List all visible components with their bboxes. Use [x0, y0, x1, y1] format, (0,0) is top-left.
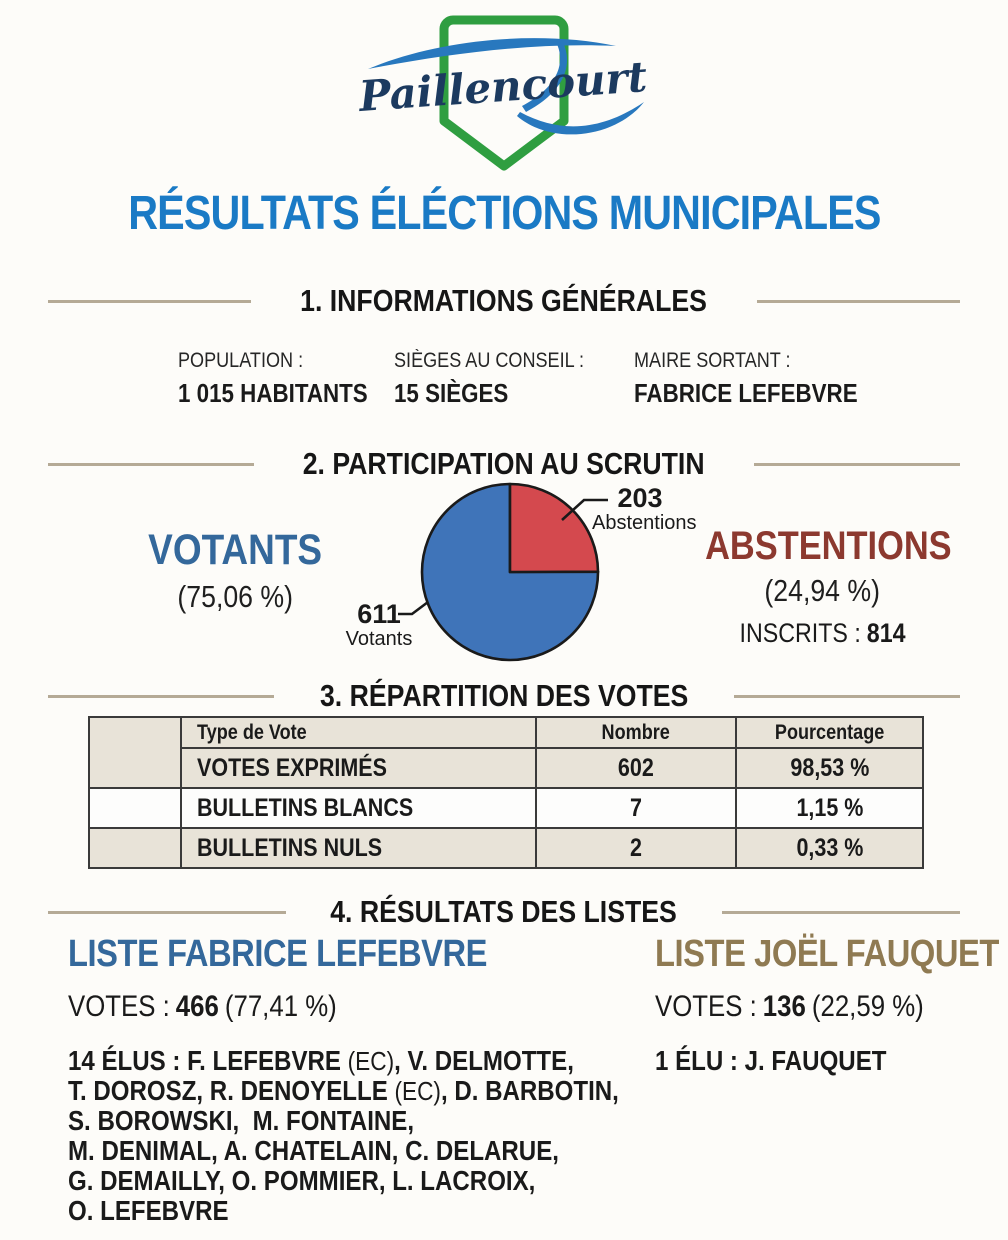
table-header-row: [89, 717, 923, 748]
votes-table: [88, 716, 924, 869]
abstentions-summary: [685, 524, 960, 649]
cell-type: VOTES EXPRIMÉS: [181, 748, 536, 788]
inscrits-line: [685, 618, 960, 649]
elus-line: 14 ÉLUS : F. LEFEBVRE (EC), V. DELMOTTE,: [68, 1045, 574, 1076]
section-1-title: 1. INFORMATIONS GÉNÉRALES: [300, 283, 708, 318]
divider-line: [48, 463, 254, 466]
votants-summary: [105, 526, 365, 615]
votes-label: VOTES :: [655, 990, 757, 1023]
population-value: 1 015 HABITANTS: [178, 378, 368, 408]
logo-town-name: Paillencourt: [357, 52, 649, 122]
elus-line: G. DEMAILLY, O. POMMIER, L. LACROIX,: [68, 1165, 536, 1196]
participation-chart-area: [0, 482, 1008, 674]
town-logo: [354, 6, 654, 174]
list-lefebvre-title: LISTE FABRICE LEFEBVRE: [68, 933, 488, 975]
table-row-bulletins-blancs: [89, 788, 923, 828]
abstentions-label: ABSTENTIONS: [705, 524, 952, 568]
table-header-nombre: Nombre: [536, 717, 736, 748]
cell-pourcentage: 98,53 %: [736, 748, 923, 788]
list-fauquet: [655, 933, 999, 1076]
table-row-bulletins-nuls: [89, 828, 923, 868]
votes-value: 136: [762, 990, 806, 1023]
section-1-heading: [0, 283, 1008, 319]
inscrits-label: INSCRITS :: [739, 618, 861, 648]
general-info-row: [178, 349, 894, 409]
elus-line: O. LEFEBVRE: [68, 1195, 229, 1226]
votants-label: VOTANTS: [148, 526, 322, 574]
info-maire: [634, 349, 894, 409]
section-2-heading: [0, 446, 1008, 482]
maire-label: MAIRE SORTANT :: [634, 349, 791, 372]
cell-pourcentage: 0,33 %: [736, 828, 923, 868]
elus-line: M. DENIMAL, A. CHATELAIN, C. DELARUE,: [68, 1135, 559, 1166]
cell-type: BULLETINS BLANCS: [181, 788, 536, 828]
votants-count: 611: [357, 599, 401, 629]
callout-votants: [344, 600, 414, 650]
info-population: [178, 349, 394, 409]
table-header-empty: [89, 717, 181, 748]
table-header-pourcentage: Pourcentage: [736, 717, 923, 748]
divider-line: [754, 463, 960, 466]
section-3-heading: [0, 678, 1008, 714]
table-row-votes-exprimes: [89, 748, 923, 788]
sieges-label: SIÈGES AU CONSEIL :: [394, 349, 585, 372]
list-lefebvre-votes: [68, 990, 628, 1024]
section-3-title: 3. RÉPARTITION DES VOTES: [319, 678, 689, 713]
town-logo-graphic: [354, 6, 654, 174]
abstentions-count: 203: [617, 483, 663, 513]
votants-callout-label: Votants: [345, 628, 413, 650]
inscrits-value: 814: [866, 618, 906, 648]
list-fauquet-votes: [655, 990, 985, 1024]
cell-nombre: 2: [536, 828, 736, 868]
votants-percentage: (75,06 %): [177, 579, 293, 614]
cell-type: BULLETINS NULS: [181, 828, 536, 868]
votes-label: VOTES :: [68, 990, 170, 1023]
list-lefebvre-elus: [68, 1046, 628, 1226]
cell-nombre: 602: [536, 748, 736, 788]
elus-line: 1 ÉLU : J. FAUQUET: [655, 1045, 887, 1076]
cell-pourcentage: 1,15 %: [736, 788, 923, 828]
pie-slice-abstentions: [510, 484, 598, 572]
abstentions-percentage: (24,94 %): [764, 573, 881, 608]
callout-abstentions: [592, 483, 697, 534]
sieges-value: 15 SIÈGES: [394, 378, 509, 408]
divider-line: [757, 300, 960, 303]
abstentions-callout-label: Abstentions: [592, 512, 697, 534]
maire-value: FABRICE LEFEBVRE: [634, 378, 858, 408]
section-4-heading: [0, 894, 1008, 930]
page-title: [0, 186, 1008, 241]
votes-value: 466: [175, 990, 219, 1023]
divider-line: [48, 695, 274, 698]
cell-nombre: 7: [536, 788, 736, 828]
page-title-text: RÉSULTATS ÉLÉCTIONS MUNICIPALES: [127, 187, 881, 240]
section-2-title: 2. PARTICIPATION AU SCRUTIN: [303, 446, 705, 481]
list-fauquet-title: LISTE JOËL FAUQUET: [655, 933, 999, 975]
divider-line: [48, 300, 251, 303]
divider-line: [734, 695, 960, 698]
list-lefebvre: [68, 933, 628, 1226]
votes-percentage: (22,59 %): [811, 990, 924, 1023]
info-sieges: [394, 349, 634, 409]
elus-line: S. BOROWSKI, M. FONTAINE,: [68, 1105, 415, 1136]
divider-line: [48, 911, 286, 914]
elus-line: T. DOROSZ, R. DENOYELLE (EC), D. BARBOTIN,: [68, 1075, 619, 1106]
divider-line: [722, 911, 960, 914]
votes-percentage: (77,41 %): [224, 990, 337, 1023]
population-label: POPULATION :: [178, 349, 304, 372]
section-4-title: 4. RÉSULTATS DES LISTES: [330, 894, 678, 929]
list-fauquet-elus: [655, 1046, 985, 1076]
table-header-type: Type de Vote: [181, 717, 536, 748]
